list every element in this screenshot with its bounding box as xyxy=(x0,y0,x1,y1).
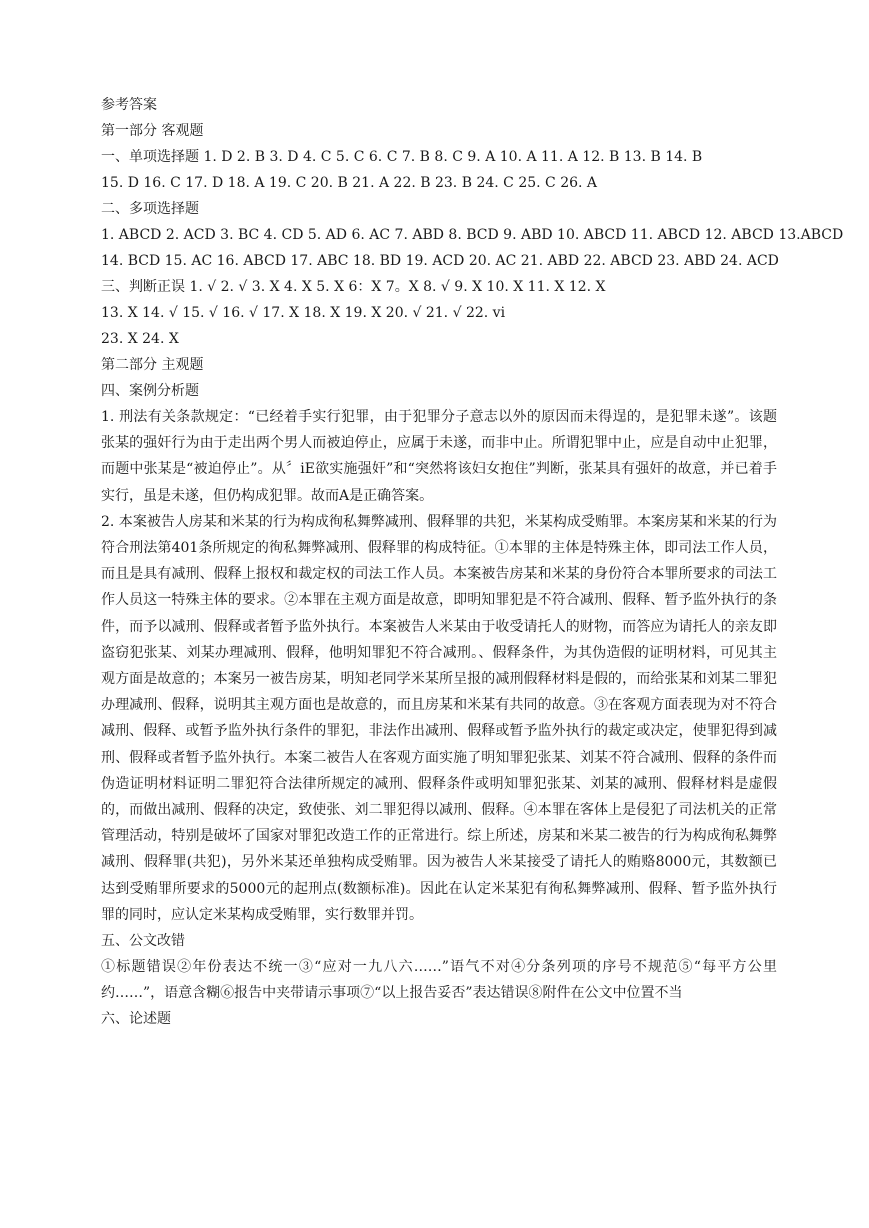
part1-heading: 第一部分 客观题 xyxy=(101,123,204,139)
document-correction-heading: 五、公文改错 xyxy=(101,933,185,950)
part2-heading: 第二部分 主观题 xyxy=(101,357,204,373)
answer-document xyxy=(101,92,844,1032)
multi-choice-line: 1. ABCD 2. ACD 3. BC 4. CD 5. AD 6. AC 7. ABD 8. BCD 9. ABD 10. ABCD 11. ABCD 12. ABCD 13.ABCD xyxy=(101,227,844,243)
document-correction-answer: ①标题错误②年份表达不统一③“应对一九八六……”语气不对④分条列项的序号不规范⑤“每平方公里约……”，语意含糊⑥报告中夹带请示事项⑦“以上报告妥否”表达错误⑧附件在公文中位置不当 xyxy=(101,959,777,1002)
true-false-line: 13. X 14. √ 15. √ 16. √ 17. X 18. X 19. X 20. √ 21. √ 22. vi xyxy=(101,305,506,321)
case-answer-2: 2. 本案被告人房某和米某的行为构成徇私舞弊减刑、假释罪的共犯，米某构成受贿罪。本案房某和米某的行为符合刑法第401条所规定的徇私舞弊减刑、假释罪的构成特征。①本罪的主体是特殊主体，即司法工作人员，而且是具有减刑、假释上报权和裁定权的司法工作人员。本案被告房某和米某的身份符合本罪所要求的司法工作人员这一特殊主体的要求。②本罪在主观方面是故意，即明知罪犯是不符合减刑、假释、暂予监外执行的条件，而予以减刑、假释或者暂予监外执行。本案被告人米某由于收受请托人的财物，而答应为请托人的亲友即盗窃犯张某、刘某办理减刑、假释，他明知罪犯不符合减刑。、假释条件，为其伪造假的证明材料，可见其主观方面是故意的；本案另一被告房某，明知老同学米某所呈报的减刑假释材料是假的，而给张某和刘某二罪犯办理减刑、假释，说明其主观方面也是故意的，而且房某和米某有共同的故意。③在客观方面表现为对不符合减刑、假释、或暂予监外执行条件的罪犯，非法作出减刑、假释或暂予监外执行的裁定或决定，使罪犯得到减刑、假释或者暂予监外执行。本案二被告人在客观方面实施了明知罪犯张某、刘某不符合减刑、假释的条件而伪造证明材料证明二罪犯符合法律所规定的减刑、假释条件或明知罪犯张某、刘某的减刑、假释材料是虚假的，而做出减刑、假释的决定，致使张、刘二罪犯得以减刑、假释。④本罪在客体上是侵犯了司法机关的正常管理活动，特别是破坏了国家对罪犯改造工作的正常进行。综上所述，房某和米某二被告的行为构成徇私舞弊减刑、假释罪(共犯)，另外米某还单独构成受贿罪。因为被告人米某接受了请托人的贿赂8000元，其数额已达到受贿罪所要求的5000元的起刑点(数额标准)。因此在认定米某犯有徇私舞弊减刑、假释、暂予监外执行罪的同时，应认定米某构成受贿罪，实行数罪并罚。 xyxy=(101,513,777,923)
multi-choice-section xyxy=(101,222,844,274)
true-false-line: 三、判断正误 1. √ 2. √ 3. X 4. X 5. X 6：X 7。X 8. √ 9. X 10. X 11. X 12. X xyxy=(101,279,606,295)
document-title: 参考答案 xyxy=(101,97,157,113)
multi-choice-heading: 二、多项选择题 xyxy=(101,201,199,217)
single-choice-section xyxy=(101,144,777,196)
true-false-section xyxy=(101,274,777,352)
case-analysis-heading: 四、案例分析题 xyxy=(101,383,199,399)
case-answer-1: 1. 刑法有关条款规定：“已经着手实行犯罪，由于犯罪分子意志以外的原因而未得逞的，是犯罪未遂”。该题张某的强奸行为由于走出两个男人而被迫停止，应属于未遂，而非中止。所谓犯罪中止，应是自动中止犯罪，而题中张某是“被迫停止”。从〞iE欲实施强奸”和“突然将该妇女抱住”判断，张某具有强奸的故意，并已着手实行，虽是未遂，但仍构成犯罪。故而A是正确答案。 xyxy=(101,409,777,504)
essay-heading: 六、论述题 xyxy=(101,1011,171,1028)
single-choice-line: 15. D 16. C 17. D 18. A 19. C 20. B 21. A 22. B 23. B 24. C 25. C 26. A xyxy=(101,175,598,191)
multi-choice-line: 14. BCD 15. AC 16. ABCD 17. ABC 18. BD 19. ACD 20. AC 21. ABD 22. ABCD 23. ABD 24. ACD xyxy=(101,253,779,269)
true-false-line: 23. X 24. X xyxy=(101,331,179,347)
single-choice-line: 一、单项选择题 1. D 2. B 3. D 4. C 5. C 6. C 7. B 8. C 9. A 10. A 11. A 12. B 13. B 14. B xyxy=(101,149,703,165)
